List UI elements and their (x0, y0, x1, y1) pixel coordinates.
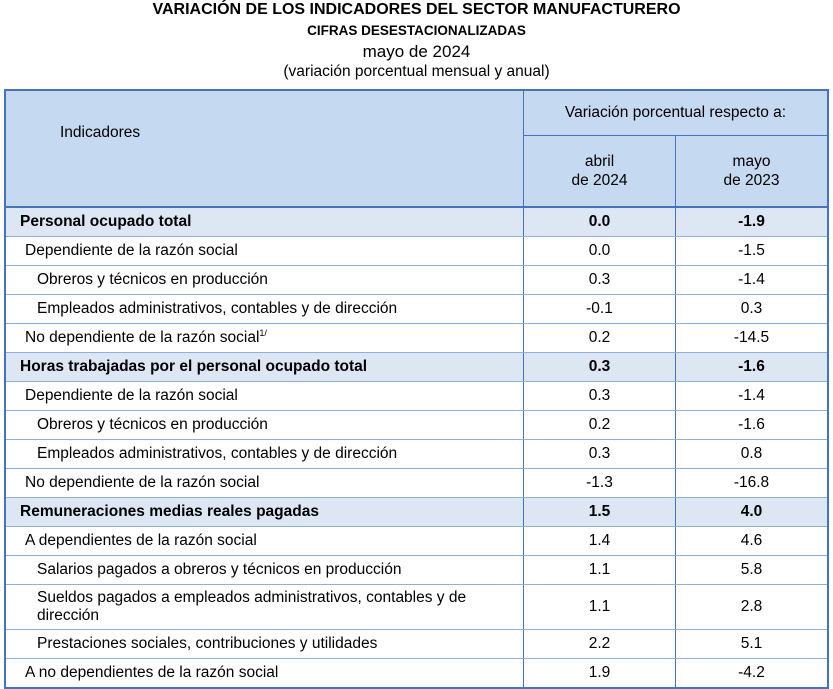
row-value-may: -14.5 (676, 324, 829, 353)
report-period: mayo de 2024 (362, 42, 471, 61)
table-row (5, 411, 828, 440)
april-year-label: de 2024 (571, 171, 628, 189)
row-value-april: 0.3 (524, 266, 676, 295)
row-value-may: -4.2 (676, 659, 829, 689)
row-label-text: No dependiente de la razón social (25, 329, 260, 347)
table-row (5, 207, 828, 237)
row-label: Obreros y técnicos en producción (5, 266, 524, 295)
row-label: Horas trabajadas por el personal ocupado total (5, 353, 524, 382)
table-row (5, 498, 828, 527)
table-row (5, 324, 828, 353)
indicators-column-header: Indicadores (5, 90, 524, 207)
row-value-april: 1.5 (524, 498, 676, 527)
row-value-may: -1.5 (676, 237, 829, 266)
april-2024-column-header (524, 135, 676, 207)
row-value-april: 1.9 (524, 659, 676, 689)
indicators-table (4, 89, 829, 689)
row-label: Dependiente de la razón social (5, 382, 524, 411)
row-value-april: 1.1 (524, 556, 676, 585)
table-row (5, 382, 828, 411)
table-row (5, 237, 828, 266)
table-row (5, 440, 828, 469)
row-value-april: 1.4 (524, 527, 676, 556)
april-label: abril (584, 152, 615, 170)
row-label: A dependientes de la razón social (5, 527, 524, 556)
may-label: mayo (732, 152, 771, 170)
table-row (5, 353, 828, 382)
row-value-april: 0.0 (524, 237, 676, 266)
table-row (5, 659, 828, 689)
footnote-ref: 1/ (259, 328, 267, 339)
row-label: Empleados administrativos, contables y de dirección (5, 295, 524, 324)
row-value-may: -1.4 (676, 382, 829, 411)
header (0, 0, 833, 82)
row-value-april: 0.3 (524, 440, 676, 469)
table-row (5, 556, 828, 585)
row-value-may: 5.8 (676, 556, 829, 585)
row-value-may: 0.3 (676, 295, 829, 324)
row-value-april: 0.2 (524, 411, 676, 440)
row-label: Prestaciones sociales, contribuciones y utilidades (5, 630, 524, 659)
report-subtitle: CIFRAS DESESTACIONALIZADAS (307, 23, 526, 38)
row-value-may: 2.8 (676, 585, 829, 630)
row-value-may: 4.6 (676, 527, 829, 556)
row-label: Obreros y técnicos en producción (5, 411, 524, 440)
row-value-may: 5.1 (676, 630, 829, 659)
row-value-may: 0.8 (676, 440, 829, 469)
row-label (5, 324, 524, 353)
row-value-may: 4.0 (676, 498, 829, 527)
row-label: Personal ocupado total (5, 207, 524, 237)
row-value-april: -1.3 (524, 469, 676, 498)
report-title: VARIACIÓN DE LOS INDICADORES DEL SECTOR MANUFACTURERO (152, 1, 681, 18)
row-value-may: -1.9 (676, 207, 829, 237)
row-label: Sueldos pagados a empleados administrativos, contables y de dirección (5, 585, 524, 630)
row-label: Salarios pagados a obreros y técnicos en producción (5, 556, 524, 585)
row-label: Dependiente de la razón social (5, 237, 524, 266)
row-value-may: -16.8 (676, 469, 829, 498)
row-value-may: -1.6 (676, 353, 829, 382)
row-label: A no dependientes de la razón social (5, 659, 524, 689)
table-row (5, 266, 828, 295)
row-value-april: 1.1 (524, 585, 676, 630)
row-label: Empleados administrativos, contables y de dirección (5, 440, 524, 469)
may-year-label: de 2023 (723, 171, 780, 189)
table-row (5, 469, 828, 498)
report-note: (variación porcentual mensual y anual) (283, 63, 550, 80)
row-label: Remuneraciones medias reales pagadas (5, 498, 524, 527)
row-value-april: 2.2 (524, 630, 676, 659)
row-value-april: 0.0 (524, 207, 676, 237)
table-row (5, 585, 828, 630)
table-row (5, 527, 828, 556)
table-row (5, 630, 828, 659)
row-value-april: 0.3 (524, 353, 676, 382)
row-value-may: -1.4 (676, 266, 829, 295)
table-row (5, 295, 828, 324)
may-2023-column-header (676, 135, 829, 207)
row-value-april: 0.3 (524, 382, 676, 411)
row-value-april: 0.2 (524, 324, 676, 353)
row-value-april: -0.1 (524, 295, 676, 324)
variation-group-header: Variación porcentual respecto a: (524, 90, 829, 135)
row-label: No dependiente de la razón social (5, 469, 524, 498)
row-value-may: -1.6 (676, 411, 829, 440)
